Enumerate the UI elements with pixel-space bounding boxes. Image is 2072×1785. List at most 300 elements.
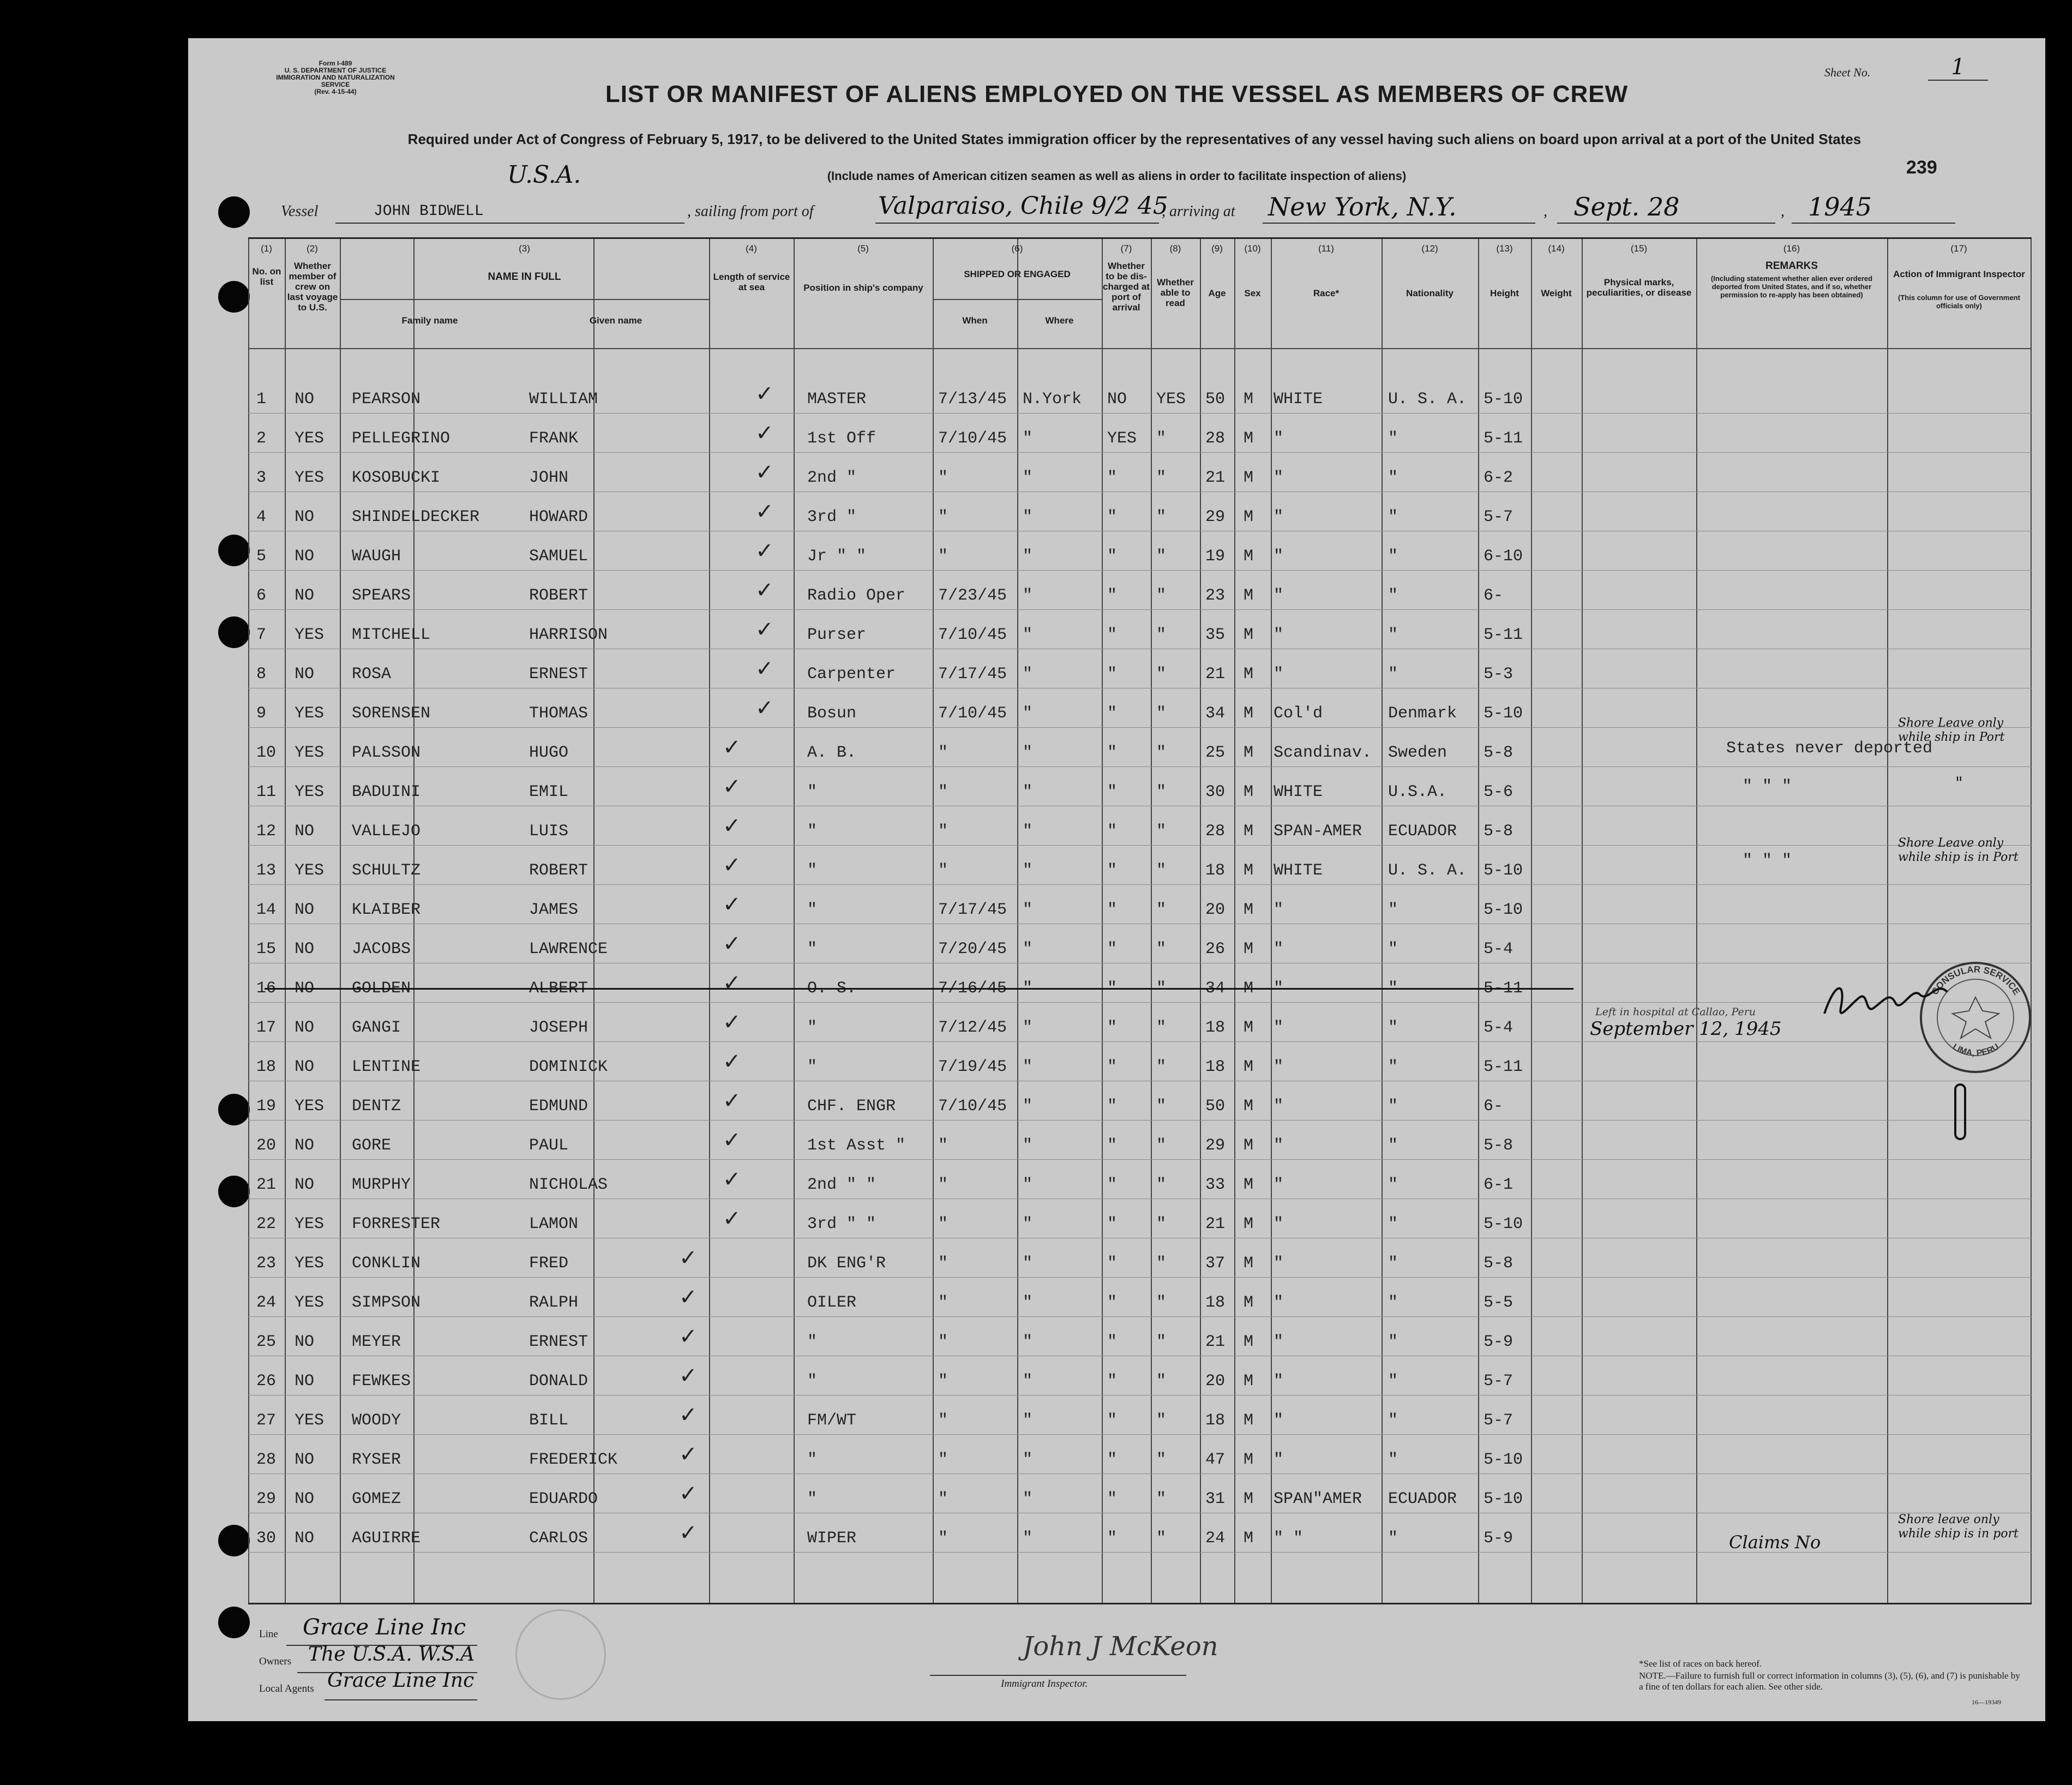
last-voyage-cell: YES bbox=[295, 469, 325, 487]
shipped-where-cell: " bbox=[1023, 783, 1033, 801]
col-number: (2) bbox=[307, 243, 318, 254]
nationality-cell: " bbox=[1388, 665, 1398, 684]
family-name-cell: SHINDELDECKER bbox=[352, 508, 480, 526]
header-race: Race* bbox=[1313, 288, 1340, 298]
able-to-read-cell: " bbox=[1156, 979, 1167, 998]
height-cell: 5-7 bbox=[1484, 508, 1514, 526]
family-name-cell: PEARSON bbox=[352, 390, 421, 409]
table-row bbox=[248, 1203, 2032, 1242]
given-name-cell: ERNEST bbox=[529, 665, 588, 684]
col-number: (8) bbox=[1169, 243, 1181, 254]
position-cell: 1st Asst " bbox=[807, 1136, 906, 1155]
shipped-where-cell: " bbox=[1023, 901, 1033, 919]
height-cell: 5-10 bbox=[1484, 1490, 1523, 1508]
row-number-cell: 22 bbox=[256, 1215, 277, 1233]
sailing-label: , sailing from port of bbox=[687, 203, 814, 220]
nationality-cell: " bbox=[1388, 1058, 1398, 1076]
able-to-read-cell: YES bbox=[1156, 390, 1186, 409]
last-voyage-cell: NO bbox=[295, 665, 315, 684]
age-cell: 21 bbox=[1205, 1333, 1226, 1351]
shipped-where-cell: N.York bbox=[1023, 390, 1082, 409]
given-name-cell: SAMUEL bbox=[529, 547, 588, 566]
discharged-cell: " bbox=[1107, 1176, 1118, 1194]
arrival-date: Sept. 28 bbox=[1573, 192, 1680, 221]
sex-cell: M bbox=[1244, 979, 1254, 998]
col-number: (15) bbox=[1630, 243, 1648, 254]
age-cell: 28 bbox=[1205, 822, 1226, 841]
shipped-when-cell: 7/10/45 bbox=[938, 1097, 1007, 1116]
row-number-cell: 6 bbox=[256, 586, 267, 605]
table-row bbox=[248, 1124, 2032, 1164]
last-voyage-cell: YES bbox=[295, 744, 325, 762]
paperclip-icon bbox=[1950, 1082, 1972, 1142]
penalty-note: NOTE.—Failure to furnish full or correct information in columns (3), (5), (6), and (7) is punishable by a fine of ten dollars for each alien. See other side. bbox=[1639, 1670, 2020, 1692]
age-cell: 18 bbox=[1205, 1293, 1226, 1312]
family-name-cell: DENTZ bbox=[352, 1097, 401, 1116]
stamp-bottom-text: LIMA, PERU bbox=[1950, 1042, 2001, 1058]
row-number-cell: 19 bbox=[256, 1097, 277, 1116]
position-cell: 1st Off bbox=[807, 429, 876, 448]
last-voyage-cell: NO bbox=[295, 940, 315, 959]
col-number: (6) bbox=[1011, 243, 1023, 254]
sex-cell: M bbox=[1244, 390, 1254, 409]
check-mark-icon: ✓ bbox=[723, 1167, 741, 1192]
sheet-number: 1 bbox=[1928, 55, 1988, 81]
given-name-cell: HARRISON bbox=[529, 626, 608, 644]
able-to-read-cell: " bbox=[1156, 1333, 1167, 1351]
given-name-cell: NICHOLAS bbox=[529, 1176, 608, 1194]
row-number-cell: 28 bbox=[256, 1451, 277, 1469]
row-number-cell: 7 bbox=[256, 626, 267, 644]
header-no: No. on list bbox=[252, 266, 281, 287]
crew-table bbox=[248, 237, 2032, 1604]
given-name-cell: CARLOS bbox=[529, 1529, 588, 1548]
age-cell: 23 bbox=[1205, 586, 1226, 605]
row-number-cell: 9 bbox=[256, 704, 267, 723]
position-cell: 2nd " " bbox=[807, 1176, 876, 1194]
col-number: (13) bbox=[1496, 243, 1513, 254]
header-physical-marks: Physical marks, peculiarities, or disease bbox=[1586, 277, 1692, 298]
given-name-cell: THOMAS bbox=[529, 704, 588, 723]
last-voyage-cell: YES bbox=[295, 626, 325, 644]
shipped-when-cell: " bbox=[938, 1254, 948, 1273]
race-cell: " bbox=[1274, 665, 1284, 684]
nationality-cell: " bbox=[1388, 508, 1398, 526]
table-row bbox=[248, 378, 2032, 417]
table-row bbox=[248, 928, 2032, 967]
shipped-when-cell: " bbox=[938, 822, 948, 841]
nationality-cell: " bbox=[1388, 979, 1398, 998]
given-name-cell: FREDERICK bbox=[529, 1451, 618, 1469]
race-cell: " " bbox=[1274, 1529, 1304, 1548]
row-number-cell: 8 bbox=[256, 665, 267, 684]
check-mark-icon: ✓ bbox=[679, 1481, 698, 1506]
race-cell: " bbox=[1274, 1097, 1284, 1116]
col-number: (1) bbox=[261, 243, 272, 254]
row-number-cell: 29 bbox=[256, 1490, 277, 1508]
position-cell: " bbox=[807, 861, 818, 880]
position-cell: " bbox=[807, 901, 818, 919]
race-cell: " bbox=[1274, 1254, 1284, 1273]
races-note: *See list of races on back hereof. bbox=[1639, 1658, 1762, 1669]
col-number: (12) bbox=[1421, 243, 1438, 254]
shipped-when-cell: " bbox=[938, 783, 948, 801]
position-cell: A. B. bbox=[807, 744, 857, 762]
race-cell: " bbox=[1274, 940, 1284, 959]
row-number-cell: 24 bbox=[256, 1293, 277, 1312]
col-number: (3) bbox=[519, 243, 530, 254]
given-name-cell: LAWRENCE bbox=[529, 940, 608, 959]
remark-row9: States never deported bbox=[1726, 739, 1933, 758]
row-number-cell: 4 bbox=[256, 508, 267, 526]
given-name-cell: PAUL bbox=[529, 1136, 569, 1155]
table-row bbox=[248, 1164, 2032, 1203]
sex-cell: M bbox=[1244, 1411, 1254, 1430]
discharged-cell: " bbox=[1107, 979, 1118, 998]
last-voyage-cell: NO bbox=[295, 1019, 315, 1037]
row-number-cell: 5 bbox=[256, 547, 267, 566]
position-cell: " bbox=[807, 822, 818, 841]
family-name-cell: SORENSEN bbox=[352, 704, 431, 723]
shipped-where-cell: " bbox=[1023, 1176, 1033, 1194]
given-name-cell: HUGO bbox=[529, 744, 569, 762]
last-voyage-cell: NO bbox=[295, 1490, 315, 1508]
sex-cell: M bbox=[1244, 901, 1254, 919]
row-number-cell: 2 bbox=[256, 429, 267, 448]
shipped-where-cell: " bbox=[1023, 1529, 1033, 1548]
remark-row29: Claims No bbox=[1729, 1532, 1821, 1553]
header-sex: Sex bbox=[1244, 288, 1261, 298]
last-voyage-cell: NO bbox=[295, 1529, 315, 1548]
position-cell: Purser bbox=[807, 626, 867, 644]
given-name-cell: EDMUND bbox=[529, 1097, 588, 1116]
row-number-cell: 14 bbox=[256, 901, 277, 919]
height-cell: 5-10 bbox=[1484, 1451, 1523, 1469]
check-mark-icon: ✓ bbox=[755, 460, 774, 485]
family-name-cell: SIMPSON bbox=[352, 1293, 421, 1312]
age-cell: 20 bbox=[1205, 901, 1226, 919]
shipped-when-cell: " bbox=[938, 1411, 948, 1430]
race-cell: " bbox=[1274, 901, 1284, 919]
stamp-top-text: CONSULAR SERVICE bbox=[1929, 964, 2022, 997]
height-cell: 5-9 bbox=[1484, 1333, 1514, 1351]
discharged-cell: " bbox=[1107, 1490, 1118, 1508]
row-number-cell: 27 bbox=[256, 1411, 277, 1430]
able-to-read-cell: " bbox=[1156, 1097, 1167, 1116]
discharged-cell: " bbox=[1107, 861, 1118, 880]
row-number-cell: 15 bbox=[256, 940, 277, 959]
shipped-when-cell: 7/17/45 bbox=[938, 901, 1007, 919]
nationality-cell: " bbox=[1388, 901, 1398, 919]
able-to-read-cell: " bbox=[1156, 469, 1167, 487]
nationality-cell: " bbox=[1388, 1097, 1398, 1116]
age-cell: 20 bbox=[1205, 1372, 1226, 1391]
race-cell: Col'd bbox=[1274, 704, 1323, 723]
discharged-cell: " bbox=[1107, 586, 1118, 605]
check-mark-icon: ✓ bbox=[679, 1520, 698, 1546]
header-length-service: Length of service at sea bbox=[713, 272, 790, 292]
check-mark-icon: ✓ bbox=[723, 892, 741, 917]
vessel-name: JOHN BIDWELL bbox=[374, 203, 484, 220]
height-cell: 5-10 bbox=[1484, 1215, 1523, 1233]
check-mark-icon: ✓ bbox=[679, 1442, 698, 1467]
position-cell: O. S. bbox=[807, 979, 857, 998]
header-action: Action of Immigrant Inspector bbox=[1893, 269, 2025, 279]
height-cell: 5-7 bbox=[1484, 1372, 1514, 1391]
given-name-cell: ROBERT bbox=[529, 861, 588, 880]
manifest-sheet bbox=[188, 38, 2045, 1721]
able-to-read-cell: " bbox=[1156, 1293, 1167, 1312]
col-number: (5) bbox=[857, 243, 869, 254]
footer bbox=[259, 1604, 2032, 1713]
header-age: Age bbox=[1208, 288, 1226, 298]
able-to-read-cell: " bbox=[1156, 1490, 1167, 1508]
sailing-port: Valparaiso, Chile 9/2 45 bbox=[878, 192, 1168, 220]
shipped-when-cell: " bbox=[938, 1451, 948, 1469]
sex-cell: M bbox=[1244, 940, 1254, 959]
position-cell: 2nd " bbox=[807, 469, 857, 487]
row-number-cell: 3 bbox=[256, 469, 267, 487]
last-voyage-cell: NO bbox=[295, 901, 315, 919]
given-name-cell: FRED bbox=[529, 1254, 569, 1273]
nationality-cell: " bbox=[1388, 547, 1398, 566]
last-voyage-cell: YES bbox=[295, 783, 325, 801]
age-cell: 50 bbox=[1205, 390, 1226, 409]
sex-cell: M bbox=[1244, 1097, 1254, 1116]
able-to-read-cell: " bbox=[1156, 1058, 1167, 1076]
height-cell: 5-8 bbox=[1484, 744, 1514, 762]
row-number-cell: 30 bbox=[256, 1529, 277, 1548]
race-cell: " bbox=[1274, 508, 1284, 526]
discharged-cell: " bbox=[1107, 1333, 1118, 1351]
shipped-where-cell: " bbox=[1023, 586, 1033, 605]
shipped-when-cell: " bbox=[938, 469, 948, 487]
position-cell: " bbox=[807, 783, 818, 801]
family-name-cell: FEWKES bbox=[352, 1372, 411, 1391]
race-cell: " bbox=[1274, 1293, 1284, 1312]
action-row12: Shore Leave only while ship is in Port bbox=[1898, 836, 2019, 864]
agents-value: Grace Line Inc bbox=[327, 1669, 475, 1692]
nationality-cell: " bbox=[1388, 469, 1398, 487]
position-cell: WIPER bbox=[807, 1529, 857, 1548]
shipped-where-cell: " bbox=[1023, 1411, 1033, 1430]
height-cell: 5-11 bbox=[1484, 979, 1523, 998]
age-cell: 21 bbox=[1205, 665, 1226, 684]
height-cell: 5-5 bbox=[1484, 1293, 1514, 1312]
position-cell: Jr " " bbox=[807, 547, 867, 566]
vessel-label: Vessel bbox=[281, 203, 319, 220]
able-to-read-cell: " bbox=[1156, 665, 1167, 684]
shipped-where-cell: " bbox=[1023, 1097, 1033, 1116]
last-voyage-cell: YES bbox=[295, 1097, 325, 1116]
nationality-cell: U. S. A. bbox=[1388, 861, 1467, 880]
age-cell: 37 bbox=[1205, 1254, 1226, 1273]
age-cell: 18 bbox=[1205, 861, 1226, 880]
height-cell: 5-8 bbox=[1484, 822, 1514, 841]
position-cell: " bbox=[807, 1058, 818, 1076]
discharged-cell: " bbox=[1107, 744, 1118, 762]
shipped-where-cell: " bbox=[1023, 665, 1033, 684]
last-voyage-cell: NO bbox=[295, 1058, 315, 1076]
table-row bbox=[248, 1439, 2032, 1478]
age-cell: 29 bbox=[1205, 508, 1226, 526]
check-mark-icon: ✓ bbox=[723, 1010, 741, 1035]
sex-cell: M bbox=[1244, 861, 1254, 880]
family-name-cell: JACOBS bbox=[352, 940, 411, 959]
table-row bbox=[248, 457, 2032, 496]
shipped-where-cell: " bbox=[1023, 704, 1033, 723]
family-name-cell: PALSSON bbox=[352, 744, 421, 762]
last-voyage-cell: NO bbox=[295, 1176, 315, 1194]
last-voyage-cell: NO bbox=[295, 586, 315, 605]
action-row10: " bbox=[1955, 774, 1963, 793]
discharged-cell: " bbox=[1107, 1019, 1118, 1037]
able-to-read-cell: " bbox=[1156, 429, 1167, 448]
action-row9: Shore Leave only while ship in Port bbox=[1898, 716, 2005, 744]
discharged-cell: " bbox=[1107, 704, 1118, 723]
able-to-read-cell: " bbox=[1156, 783, 1167, 801]
discharged-cell: YES bbox=[1107, 429, 1137, 448]
position-cell: Bosun bbox=[807, 704, 857, 723]
table-row bbox=[248, 1360, 2032, 1399]
department: U. S. DEPARTMENT OF JUSTICE bbox=[284, 67, 387, 74]
able-to-read-cell: " bbox=[1156, 586, 1167, 605]
discharged-cell: " bbox=[1107, 547, 1118, 566]
check-mark-icon: ✓ bbox=[723, 735, 741, 760]
family-name-cell: SCHULTZ bbox=[352, 861, 421, 880]
shipped-when-cell: 7/10/45 bbox=[938, 704, 1007, 723]
col-number: (7) bbox=[1120, 243, 1132, 254]
able-to-read-cell: " bbox=[1156, 1176, 1167, 1194]
race-cell: " bbox=[1274, 547, 1284, 566]
able-to-read-cell: " bbox=[1156, 822, 1167, 841]
given-name-cell: JOHN bbox=[529, 469, 569, 487]
check-mark-icon: ✓ bbox=[723, 1088, 741, 1113]
inspector-label: Immigrant Inspector. bbox=[1001, 1678, 1088, 1690]
nationality-cell: " bbox=[1388, 1411, 1398, 1430]
row-number-cell: 26 bbox=[256, 1372, 277, 1391]
discharged-cell: " bbox=[1107, 665, 1118, 684]
race-cell: " bbox=[1274, 1215, 1284, 1233]
race-cell: " bbox=[1274, 1019, 1284, 1037]
discharged-cell: " bbox=[1107, 1136, 1118, 1155]
able-to-read-cell: " bbox=[1156, 1372, 1167, 1391]
header-discharged: Whether to be dis-charged at port of arrival bbox=[1103, 261, 1150, 313]
check-mark-icon: ✓ bbox=[723, 1049, 741, 1074]
owners-value: The U.S.A. W.S.A bbox=[308, 1643, 475, 1666]
age-cell: 24 bbox=[1205, 1529, 1226, 1548]
age-cell: 18 bbox=[1205, 1058, 1226, 1076]
nationality-cell: " bbox=[1388, 940, 1398, 959]
shipped-when-cell: " bbox=[938, 1215, 948, 1233]
age-cell: 34 bbox=[1205, 979, 1226, 998]
check-mark-icon: ✓ bbox=[679, 1363, 698, 1388]
check-mark-icon: ✓ bbox=[755, 617, 774, 642]
sex-cell: M bbox=[1244, 547, 1254, 566]
race-cell: " bbox=[1274, 626, 1284, 644]
punch-hole bbox=[218, 1094, 250, 1125]
nationality-cell: Denmark bbox=[1388, 704, 1457, 723]
family-name-cell: KLAIBER bbox=[352, 901, 421, 919]
given-name-cell: LAMON bbox=[529, 1215, 579, 1233]
race-cell: " bbox=[1274, 1451, 1284, 1469]
header-where: Where bbox=[1045, 315, 1074, 326]
col-number: (17) bbox=[1950, 243, 1967, 254]
family-name-cell: MEYER bbox=[352, 1333, 401, 1351]
height-cell: 6-2 bbox=[1484, 469, 1514, 487]
table-row bbox=[248, 1281, 2032, 1321]
punch-hole bbox=[218, 1607, 250, 1638]
row-number-cell: 12 bbox=[256, 822, 277, 841]
nationality-cell: " bbox=[1388, 1136, 1398, 1155]
shipped-when-cell: 7/17/45 bbox=[938, 665, 1007, 684]
race-cell: " bbox=[1274, 469, 1284, 487]
check-mark-icon: ✓ bbox=[755, 656, 774, 681]
height-cell: 5-11 bbox=[1484, 1058, 1523, 1076]
race-cell: WHITE bbox=[1274, 783, 1323, 801]
last-voyage-cell: NO bbox=[295, 979, 315, 998]
col-number: (14) bbox=[1548, 243, 1565, 254]
position-cell: FM/WT bbox=[807, 1411, 857, 1430]
row-number-cell: 23 bbox=[256, 1254, 277, 1273]
given-name-cell: EMIL bbox=[529, 783, 569, 801]
check-mark-icon: ✓ bbox=[723, 774, 741, 799]
position-cell: MASTER bbox=[807, 390, 867, 409]
table-row bbox=[248, 417, 2032, 457]
position-cell: " bbox=[807, 1333, 818, 1351]
owners-label: Owners bbox=[259, 1656, 292, 1667]
race-cell: " bbox=[1274, 1411, 1284, 1430]
punch-hole bbox=[218, 1525, 250, 1556]
shipped-where-cell: " bbox=[1023, 744, 1033, 762]
position-cell: " bbox=[807, 940, 818, 959]
height-cell: 5-4 bbox=[1484, 940, 1514, 959]
nationality-cell: " bbox=[1388, 1451, 1398, 1469]
row-number-cell: 17 bbox=[256, 1019, 277, 1037]
check-mark-icon: ✓ bbox=[723, 1206, 741, 1231]
position-cell: " bbox=[807, 1019, 818, 1037]
last-voyage-cell: YES bbox=[295, 704, 325, 723]
sex-cell: M bbox=[1244, 1215, 1254, 1233]
discharged-cell: " bbox=[1107, 508, 1118, 526]
position-cell: CHF. ENGR bbox=[807, 1097, 896, 1116]
last-voyage-cell: YES bbox=[295, 1254, 325, 1273]
given-name-cell: JAMES bbox=[529, 901, 579, 919]
discharged-cell: " bbox=[1107, 1058, 1118, 1076]
col-number: (11) bbox=[1318, 243, 1334, 254]
header-last-voyage: Whether member of crew on last voyage to U.S. bbox=[287, 261, 338, 313]
nationality-cell: ECUADOR bbox=[1388, 1490, 1457, 1508]
shipped-where-cell: " bbox=[1023, 1372, 1033, 1391]
last-voyage-cell: NO bbox=[295, 1136, 315, 1155]
age-cell: 34 bbox=[1205, 704, 1226, 723]
family-name-cell: ROSA bbox=[352, 665, 392, 684]
arriving-port: New York, N.Y. bbox=[1268, 192, 1457, 221]
last-voyage-cell: NO bbox=[295, 1333, 315, 1351]
able-to-read-cell: " bbox=[1156, 547, 1167, 566]
position-cell: Carpenter bbox=[807, 665, 896, 684]
height-cell: 5-7 bbox=[1484, 1411, 1514, 1430]
nationality-cell: " bbox=[1388, 429, 1398, 448]
able-to-read-cell: " bbox=[1156, 704, 1167, 723]
able-to-read-cell: " bbox=[1156, 508, 1167, 526]
sheet-label: Sheet No. bbox=[1824, 65, 1871, 79]
shipped-where-cell: " bbox=[1023, 861, 1033, 880]
table-row bbox=[248, 889, 2032, 928]
sex-cell: M bbox=[1244, 783, 1254, 801]
check-mark-icon: ✓ bbox=[723, 853, 741, 878]
subnote: (Include names of American citizen seamen as well as aliens in order to facilitate inspection of aliens) bbox=[827, 169, 1407, 183]
